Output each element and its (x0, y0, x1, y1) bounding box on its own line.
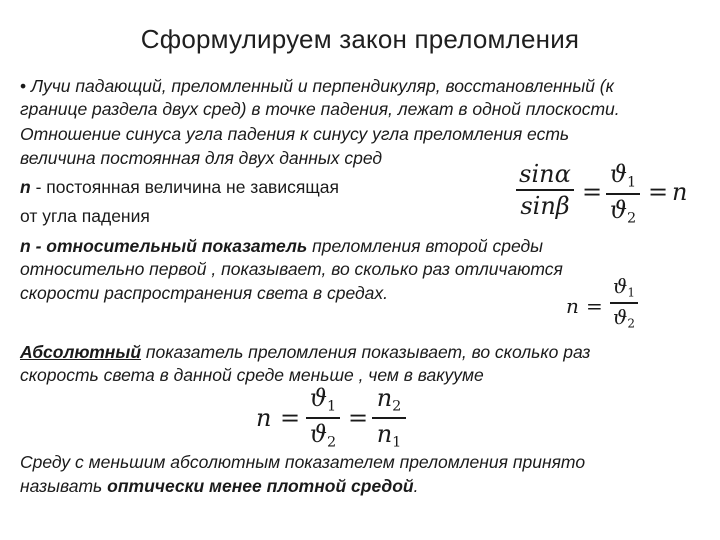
n1-f3: $n_1$ (376, 419, 402, 451)
frac-velocity-f2 (610, 276, 638, 329)
frac-velocity-f3 (306, 386, 340, 449)
sin-alpha: sinα (519, 160, 571, 188)
para1-line3: Отношение синуса угла падения к синусу угла преломления есть (20, 124, 570, 144)
v1-f3: $ϑ_1$ (309, 384, 337, 415)
n2-f3: $n_2$ (376, 384, 402, 415)
para5-line2-end: . (413, 476, 419, 496)
optically-less-dense-term: оптически менее плотной средой (107, 476, 414, 496)
formula-absolute (256, 384, 416, 451)
para1-line4: величина постоянная для двух данных сред (20, 148, 383, 168)
frac-velocity (606, 162, 640, 225)
sin-beta: sinβ (520, 192, 570, 220)
equals-sign-f3b: = (348, 404, 369, 432)
n-result: n (672, 178, 688, 206)
n-symbol: n (20, 177, 31, 197)
n-symbol-f3: n (256, 404, 272, 432)
absolute-term: Абсолютный (20, 342, 142, 362)
para5-line1: Среду с меньшим абсолютным показателем преломления принято (20, 452, 586, 472)
para2-line1-text: - постоянная величина не зависящая (30, 177, 339, 197)
v2-f3: $ϑ_2$ (309, 419, 337, 451)
frac-index-f3 (372, 386, 406, 449)
equals-sign-f3: = (280, 404, 301, 432)
para2-line1 (20, 177, 339, 198)
para3-line2: относительно первой , показывает, во сколько раз отличаются (20, 259, 563, 279)
para3-line1 (20, 236, 543, 257)
formula-snell (516, 158, 706, 228)
para1-line1 (20, 76, 614, 97)
para1-line2: границе раздела двух сред) в точке падения, лежат в одной плоскости. (20, 99, 620, 119)
para2-line2: от угла падения (20, 206, 150, 226)
n-symbol-f2: n (566, 294, 579, 318)
equals-sign: = (582, 178, 603, 206)
equals-sign-f2: = (586, 294, 603, 318)
n-symbol-2: n (20, 236, 31, 256)
v1: $ϑ_1$ (609, 160, 637, 191)
relative-index-term: - относительный показатель (30, 236, 308, 256)
para4-line2: скорость света в данной среде меньше , чем в вакууме (20, 365, 484, 385)
equals-sign-2: = (648, 178, 669, 206)
v2: $ϑ_2$ (609, 195, 637, 227)
para1-line1-text: Лучи падающий, преломленный и перпендикуляр, восстановленный (к (26, 76, 614, 96)
formula-relative (566, 276, 656, 336)
slide-title: Сформулируем закон преломления (140, 24, 580, 54)
para3-line1-text: преломления второй среды (307, 236, 544, 256)
frac-sin (516, 162, 574, 218)
v1-f2: $ϑ_1$ (613, 274, 635, 300)
para3-line3: скорости распространения света в средах. (20, 283, 389, 303)
para4-line1-text: показатель преломления показывает, во сколько раз (141, 342, 591, 362)
v2-f2: $ϑ_2$ (613, 304, 635, 331)
para5-line2-start: называть (20, 476, 108, 496)
bullet: • (20, 76, 27, 96)
para5-line2 (20, 476, 418, 497)
para4-line1 (20, 342, 590, 363)
